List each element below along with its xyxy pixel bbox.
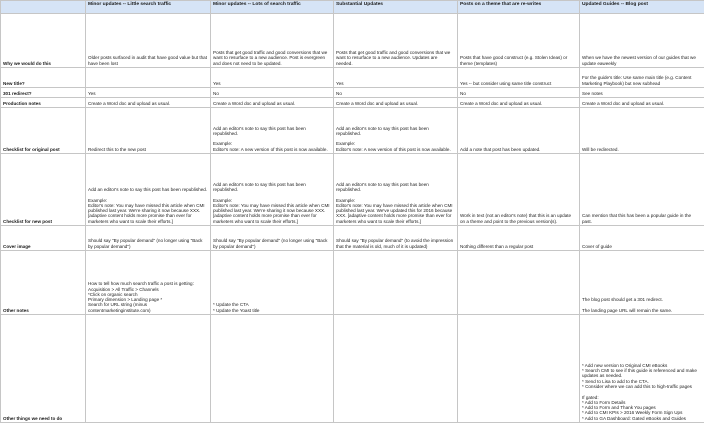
cell[interactable]	[86, 68, 211, 88]
cell[interactable]: Should say "By popular demand" (no longer using "Back by popular demand")	[211, 226, 334, 251]
header-cell-minor-lots-traffic[interactable]: Minor updates -- Lots of search traffic	[211, 1, 334, 14]
cell[interactable]: Can mention that this has been a popular guide in the past.	[580, 154, 704, 226]
cell[interactable]: Older posts surfaced in audit that have good value but that have been lost	[86, 14, 211, 68]
cell[interactable]	[86, 315, 211, 423]
cell[interactable]: The blog post should get a 301 redirect. The landing page URL will remain the same.	[580, 251, 704, 315]
cell[interactable]: Yes -- but consider using same title construct	[458, 68, 580, 88]
cell[interactable]: When we have the newest version of our guides that we update eaweekly	[580, 14, 704, 68]
cell[interactable]: Create a Word doc and upload as usual.	[334, 98, 458, 108]
cell[interactable]: Add an editor's note to say this post has been republished. Example: Editor's note: You may have missed this article when CMI published last year. We've updated this for 2016 because XXX. [adaptive content holds more promise than ever for marketers who want to scale their efforts.]	[334, 154, 458, 226]
cell[interactable]: Should say "By popular demand" (to avoid the impression that the material is old, much of it is updated)	[334, 226, 458, 251]
row-other-things	[1, 315, 704, 423]
cell[interactable]	[334, 251, 458, 315]
cell[interactable]: * Add new version to Original CMI eBooks * Search CMI to see if this guide is referenced and make updates as needed. * Send to Lisa to add to the CTA. * Consider where we can add this to high-traffic pages If gated: * Add to Form Details * Add to Form and Thank You pages * Add to CMI KPIs > 2016 Weekly Form Sign Ups * Add to GA Dashboard: Gated eBooks and Guides	[580, 315, 704, 423]
cell[interactable]: Yes	[334, 68, 458, 88]
row-label[interactable]: Cover image	[1, 226, 86, 251]
cell[interactable]: Yes	[211, 68, 334, 88]
cell[interactable]	[458, 315, 580, 423]
header-cell-updated-guides[interactable]: Updated Guides -- Blog post	[580, 1, 704, 14]
header-row	[1, 1, 704, 14]
header-cell-minor-little-traffic[interactable]: Minor updates -- Little search traffic	[86, 1, 211, 14]
cell[interactable]: No	[334, 88, 458, 98]
cell[interactable]: Add an editor's note to say this post has been republished. Example: Editor's note: A new version of this post is now available.	[211, 108, 334, 154]
cell[interactable]	[211, 315, 334, 423]
row-label[interactable]: Other things we need to do	[1, 315, 86, 423]
cell[interactable]: No	[211, 88, 334, 98]
row-label[interactable]: Checklist for original post	[1, 108, 86, 154]
cell[interactable]: * Update the CTA * Update the Yoast title	[211, 251, 334, 315]
cell[interactable]	[458, 251, 580, 315]
row-other-notes	[1, 251, 704, 315]
cell[interactable]: How to tell how much search traffic a post is getting: Acquisition > All Traffic > Channels *Click on organic search Primary dimension > Landing page * Search for URL string (minus contentmarketinginstitute.com)	[86, 251, 211, 315]
row-new-title	[1, 68, 704, 88]
cell[interactable]: Add an editor's note to say this post has been republished. Example: Editor's note: You may have missed this article when CMI published last year. We're sharing it now because XXX. [adaptive content holds more promise than ever for marketers who want to scale their efforts.]	[211, 154, 334, 226]
cell[interactable]: Will be redirected.	[580, 108, 704, 154]
cell[interactable]: Create a Word doc and upload as usual.	[211, 98, 334, 108]
row-production-notes	[1, 98, 704, 108]
cell[interactable]: Create a Word doc and upload as usual.	[580, 98, 704, 108]
cell[interactable]: Add a note that post has been updated.	[458, 108, 580, 154]
row-301-redirect	[1, 88, 704, 98]
cell[interactable]: Should say "By popular demand" (no longer using "Back by popular demand")	[86, 226, 211, 251]
cell[interactable]: Cover of guide	[580, 226, 704, 251]
cell[interactable]: Posts that get good traffic and good conversions that we want to resurface to a new audience. Updates are needed.	[334, 14, 458, 68]
header-cell-theme-rewrites[interactable]: Posts on a theme that are re-writes	[458, 1, 580, 14]
cell[interactable]: Add an editor's note to say this post has been republished. Example: Editor's note: You may have missed this article when CMI published last year. We're sharing it now because XXX. [adaptive content holds more promise than ever for marketers who want to scale their efforts.]	[86, 154, 211, 226]
row-label[interactable]: Other notes	[1, 251, 86, 315]
row-why	[1, 14, 704, 68]
cell[interactable]: Redirect this to the new post	[86, 108, 211, 154]
cell[interactable]: For the guide's title: Use same main title (e.g. Content Marketing Playbook) but new subhead	[580, 68, 704, 88]
cell[interactable]: Add an editor's note to say this post has been republished. Example: Editor's note: A new version of this post is now available.	[334, 108, 458, 154]
row-label[interactable]: 301 redirect?	[1, 88, 86, 98]
header-cell-substantial-updates[interactable]: Substantial Updates	[334, 1, 458, 14]
cell[interactable]	[334, 315, 458, 423]
cell[interactable]: Work in text (not an editor's note) that this is an update on a theme and point to the previous version(s).	[458, 154, 580, 226]
row-label[interactable]: Why we would do this	[1, 14, 86, 68]
row-label[interactable]: Production notes	[1, 98, 86, 108]
cell[interactable]: Posts that get good traffic and good conversions that we want to resurface to a new audience. Post is evergreen and does not need to be updated.	[211, 14, 334, 68]
cell[interactable]: Nothing different than a regular post	[458, 226, 580, 251]
row-checklist-new	[1, 154, 704, 226]
header-cell-blank[interactable]	[1, 1, 86, 14]
cell[interactable]: Yes	[86, 88, 211, 98]
cell[interactable]: See notes	[580, 88, 704, 98]
cell[interactable]: Create a Word doc and upload as usual.	[458, 98, 580, 108]
row-label[interactable]: Checklist for new post	[1, 154, 86, 226]
cell[interactable]: No	[458, 88, 580, 98]
cell[interactable]: Posts that have good construct (e.g. Stolen Ideas) or theme (templates)	[458, 14, 580, 68]
row-checklist-original	[1, 108, 704, 154]
row-cover-image	[1, 226, 704, 251]
row-label[interactable]: New title?	[1, 68, 86, 88]
cell[interactable]: Create a Word doc and upload as usual.	[86, 98, 211, 108]
